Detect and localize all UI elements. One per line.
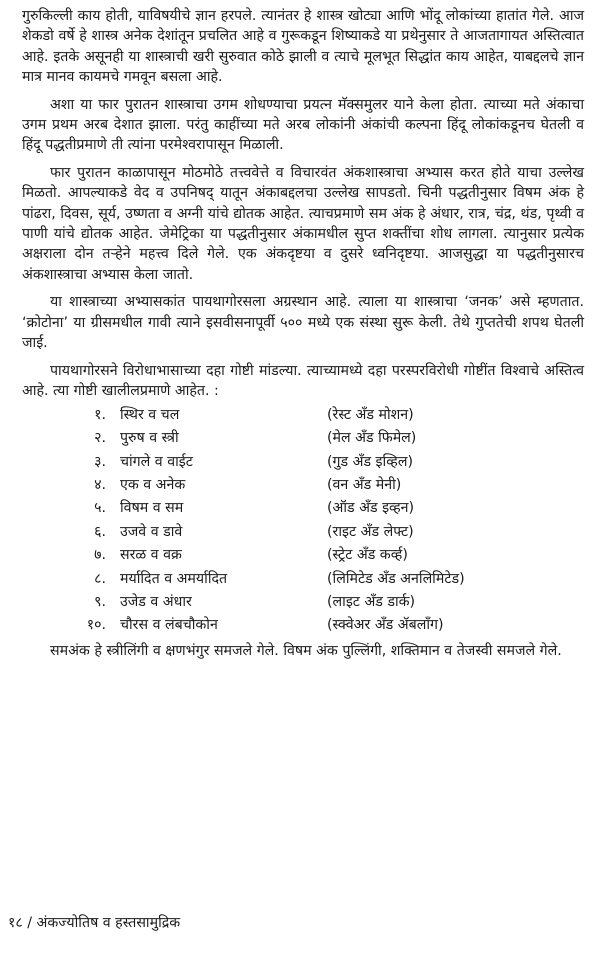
list-item-english: (स्ट्रेट अँड कर्व्ह): [327, 547, 408, 564]
list-item-number: ८.: [94, 570, 106, 587]
list-item-number: ७.: [94, 547, 106, 564]
list-item-number: ६.: [94, 523, 106, 540]
list-item-number: ९.: [94, 593, 106, 610]
list-item: [22, 544, 584, 567]
list-item-english: (रेस्ट अँड मोशन): [327, 406, 414, 423]
list-item-marathi: उजवे व डावे: [120, 523, 183, 540]
list-item-english: (मेल अँड फिमेल): [327, 430, 417, 447]
list-item-english: (राइट अँड लेफ्ट): [327, 523, 414, 540]
list-item-marathi: स्थिर व चल: [120, 406, 180, 423]
list-item-marathi: एक व अनेक: [120, 476, 186, 493]
list-item-number: १०.: [86, 617, 106, 634]
list-item-number: ५.: [94, 500, 106, 517]
list-item-marathi: चौरस व लंबचौकोन: [120, 617, 218, 634]
paragraph-contradictions: पायथागोरसने विरोधाभासाच्या दहा गोष्टी मांडल्या. त्याच्यामध्ये दहा परस्परविरोधी गोष्टींत विश्वाचे अस्तित्व आहे. त्या गोष्टी खालीलप्रमाणे आहेत. :: [22, 362, 584, 399]
list-item: [22, 497, 584, 520]
list-item: [22, 590, 584, 613]
paragraph-intro: गुरुकिल्ली काय होती, याविषयीचे ज्ञान हरपले. त्यानंतर हे शास्त्र खोट्या आणि भोंदू लोकांच्या हातांत गेले. आज शेकडो वर्षे हे शास्त्र अनेक देशांतून प्रचलित आहे व गुरूकडून शिष्याकडे या प्रथेनुसार ते आजतागायत अस्तित्वात आहे. इतके असूनही या शास्त्राची खरी सुरुवात कोठे झाली व त्याचे मूलभूत सिद्धांत काय आहेत, याबद्दलचे ज्ञान मात्र मानव कायमचे गमवून बसला आहे.: [22, 8, 584, 86]
list-item: [22, 403, 584, 426]
paragraph-pythagoras: या शास्त्राच्या अभ्यासकांत पायथागोरसला अग्रस्थान आहे. त्याला या शास्त्राचा ‘जनक’ असे म्हणतात. ‘क्रोटोना’ या ग्रीसमधील गावी त्याने इसवीसनापूर्वी ५०० मध्ये एक संस्था सुरू केली. तेथे गुप्ततेची शपथ घेतली जाई.: [22, 294, 584, 352]
list-item: [22, 473, 584, 496]
list-item: [22, 427, 584, 450]
list-item-marathi: सरळ व वक्र: [120, 547, 182, 564]
page-body: [22, 6, 584, 669]
list-item-marathi: मर्यादित व अमर्यादित: [120, 570, 228, 587]
list-item-number: १.: [94, 406, 106, 423]
list-item-english: (वन अँड मेनी): [327, 476, 402, 493]
list-item: [22, 520, 584, 543]
list-item-number: ३.: [94, 453, 106, 470]
list-item-number: २.: [94, 430, 106, 447]
list-item-english: (लाइट अँड डार्क): [327, 593, 416, 610]
opposites-list: [22, 403, 584, 637]
list-item-marathi: विषम व सम: [120, 500, 184, 517]
paragraph-origin: अशा या फार पुरातन शास्त्राचा उगम शोधण्याचा प्रयत्न मॅक्समुलर याने केला होता. त्याच्या मते अंकाचा उगम प्रथम अरब देशात झाला. परंतु काहींच्या मते अरब लोकांनी अंकांची कल्पना हिंदू लोकांकडूनच घेतली व हिंदू पद्धतीप्रमाणे ती त्यांना परमेश्वरापासून मिळाली.: [22, 96, 584, 154]
page-footer: १८ / अंकज्योतिष व हस्तसामुद्रिक: [8, 915, 181, 931]
list-item-number: ४.: [94, 476, 106, 493]
list-item-english: (लिमिटेड अँड अनलिमिटेड): [327, 570, 465, 587]
list-item: [22, 567, 584, 590]
list-item-marathi: पुरुष व स्त्री: [120, 430, 179, 447]
list-item-marathi: उजेड व अंधार: [120, 593, 192, 610]
list-item: [22, 450, 584, 473]
list-item: [22, 614, 584, 637]
paragraph-closing: समअंक हे स्त्रीलिंगी व क्षणभंगुर समजले गेले. विषम अंक पुल्लिंगी, शक्तिमान व तेजस्वी समजले गेले.: [50, 643, 562, 660]
paragraph-philosophers: फार पुरातन काळापासून मोठमोठे तत्त्ववेत्ते व विचारवंत अंकशास्त्राचा अभ्यास करत होते याचा उल्लेख मिळतो. आपल्याकडे वेद व उपनिषद् यातून अंकाबद्दलचा उल्लेख सापडतो. चिनी पद्धतीनुसार विषम अंक हे पांढरा, दिवस, सूर्य, उष्णता व अग्नी यांचे द्योतक आहेत. त्याचप्रमाणे सम अंक हे अंधार, रात्र, चंद्र, थंड, पृथ्वी व पाणी यांचे द्योतक आहेत. जेमेट्रिका या पद्धतीनुसार अंकामधील सुप्त शक्तींचा शोध लागला. त्यानुसार प्रत्येक अक्षराला दोन तऱ्हेने महत्त्व दिले गेले. एक अंकदृष्टया व दुसरे ध्वनिदृष्टया. आजसुद्धा या पद्धतीनुसारच अंकशास्त्राचा अभ्यास केला जातो.: [22, 164, 584, 283]
list-item-marathi: चांगले व वाईट: [120, 453, 193, 470]
list-item-english: (स्क्वेअर अँड ॲबलाँग): [327, 617, 444, 634]
list-item-english: (ऑड अँड इव्हन): [327, 500, 415, 517]
list-item-english: (गुड अँड इव्हिल): [327, 453, 413, 470]
